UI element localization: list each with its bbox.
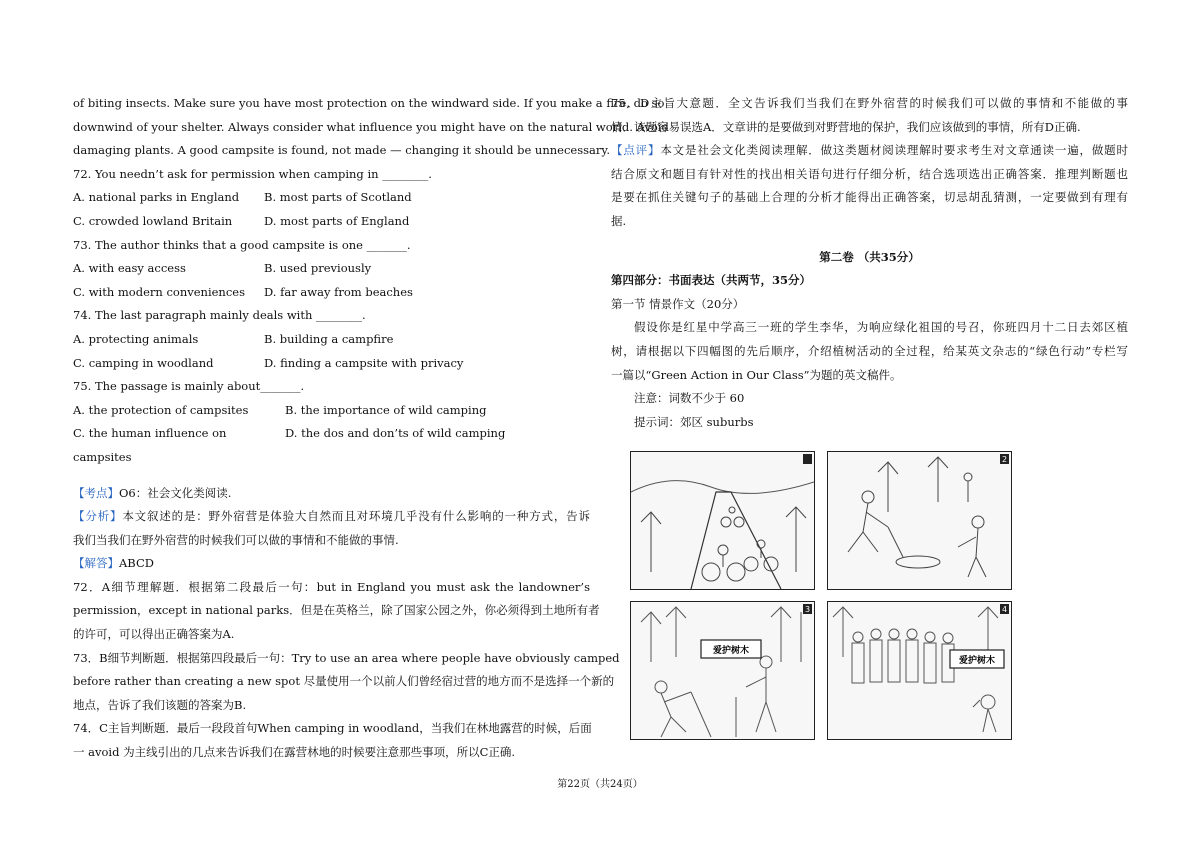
- option-row: [73, 399, 590, 423]
- option-row: [73, 257, 590, 281]
- option: B. building a campfire: [264, 331, 394, 346]
- option: D. most parts of England: [264, 213, 410, 228]
- section-title: 第二卷 （共35分）: [819, 249, 920, 264]
- dianping-line: 据.: [611, 213, 627, 228]
- cycling-illustration: [631, 452, 814, 589]
- option: B. most parts of Scotland: [264, 190, 412, 205]
- option-row: [73, 328, 590, 352]
- passage-line: damaging plants. A good campsite is found, not made — changing it should be unnecessary.: [73, 143, 610, 158]
- sign-text: 爱护树木: [958, 656, 996, 666]
- explanation-73-line: 73．B细节判断题．根据第四段最后一句：Try to use an area where people have obviously camped: [73, 650, 620, 665]
- option: A. national parks in England: [73, 190, 240, 205]
- option: C. the human influence on campsites: [73, 426, 227, 464]
- prompt-line: 树，请根据以下四幅图的先后顺序，介绍植树活动的全过程，给某英文杂志的“绿色行动”专栏写: [611, 343, 1128, 358]
- option: B. used previously: [264, 261, 372, 276]
- fenxi: [73, 505, 590, 529]
- explanation-72-line: 的许可，可以得出正确答案为A.: [73, 627, 235, 642]
- kaodian-text: O6：社会文化类阅读.: [119, 485, 232, 500]
- sub-title: 第一节 情景作文（20分）: [611, 296, 745, 311]
- sign-text: 爱护树木: [712, 646, 750, 656]
- explanation-73-line: before rather than creating a new spot 尽量使用一个以前人们曾经宿过营的地方而不是选择一个新的: [73, 674, 615, 689]
- explanation-73-line: 地点，告诉了我们该题的答案为B.: [73, 697, 247, 712]
- option: D. far away from beaches: [264, 284, 413, 299]
- explanation-72-line: permission，except in national parks．但是在英格兰，除了国家公园之外，你必须得到土地所有者: [73, 603, 600, 618]
- passage-line: of biting insects. Make sure you have most protection on the windward side. If you make a fire, do so: [73, 96, 665, 110]
- digging-illustration: [828, 452, 1011, 589]
- page-footer: 第22页（共24页）: [557, 779, 643, 790]
- picture-3: [630, 601, 815, 740]
- hint: 提示词：郊区 suburbs: [634, 414, 754, 429]
- picture-number: 4: [1002, 605, 1008, 614]
- explanation-75-line: 75．D主旨大意题．全文告诉我们当我们在野外宿营的时候我们可以做的事情和不能做的事: [611, 96, 1128, 110]
- passage-line: downwind of your shelter. Always consider what influence you might have on the natural world. Avoid: [73, 119, 669, 134]
- dianping-line: 是要在抓住关键句子的基础上合理的分析才能得出正确答案，切忌胡乱猜测，一定要做到有理有: [611, 190, 1128, 205]
- kaodian-tag: 【考点】: [73, 485, 119, 500]
- picture-4: [827, 601, 1012, 740]
- jieda-tag: 【解答】: [73, 556, 119, 571]
- question-stem: 75. The passage is mainly about_______.: [73, 379, 305, 394]
- explanation-74-line: 一 avoid 为主线引出的几点来告诉我们在露营林地的时候要注意那些事项，所以C正确.: [73, 745, 516, 760]
- part-title: 第四部分：书面表达（共两节，35分）: [611, 273, 812, 288]
- option: C. with modern conveniences: [73, 284, 245, 299]
- question-stem: 73. The author thinks that a good campsite is one _______.: [73, 237, 411, 252]
- group-photo-illustration: [828, 602, 1011, 739]
- fenxi-line: 我们当我们在野外宿营的时候我们可以做的事情和不能做的事情.: [73, 532, 399, 547]
- dianping: [611, 139, 1128, 163]
- option: A. the protection of campsites: [73, 402, 249, 417]
- prompt-line: 假设你是红星中学高三一班的学生李华，为响应绿化祖国的号召，你班四月十二日去郊区植: [634, 320, 1128, 335]
- option: D. the dos and don’ts of wild camping: [285, 426, 506, 441]
- option: D. finding a campsite with privacy: [264, 355, 464, 370]
- picture-number: 3: [805, 605, 811, 614]
- kaodian: [73, 482, 590, 506]
- picture-2: [827, 451, 1012, 590]
- right-column: [611, 92, 1128, 434]
- option-row: [73, 422, 590, 469]
- prompt-line: 一篇以“Green Action in Our Class”为题的英文稿件。: [611, 367, 902, 382]
- question-stem: 72. You needn’t ask for permission when camping in ________.: [73, 166, 432, 181]
- option: A. protecting animals: [73, 331, 199, 346]
- option-row: [73, 186, 590, 210]
- dianping-tag: 【点评】: [611, 143, 661, 158]
- question-stem: 74. The last paragraph mainly deals with ________.: [73, 308, 366, 323]
- fenxi-tag: 【分析】: [73, 509, 123, 524]
- option: A. with easy access: [73, 261, 186, 276]
- dianping-text: 本文是社会文化类阅读理解．做这类题材阅读理解时要求考生对文章通读一遍，做题时: [660, 143, 1129, 158]
- option: C. camping in woodland: [73, 355, 214, 370]
- picture-1: [630, 451, 815, 590]
- fenxi-text: 本文叙述的是：野外宿营是体验大自然而且对环境几乎没有什么影响的一种方式，告诉: [122, 509, 591, 524]
- dianping-line: 结合原文和题目有针对性的找出相关语句进行仔细分析，结合选项选出正确答案．推理判断题也: [611, 166, 1128, 181]
- jieda-text: ABCD: [119, 556, 154, 571]
- option: C. crowded lowland Britain: [73, 213, 233, 228]
- picture-number: 2: [1002, 455, 1008, 464]
- explanation-72-line: 72．A细节理解题．根据第二段最后一句：but in England you must ask the landowner’s: [73, 579, 590, 594]
- planting-illustration: [631, 602, 814, 739]
- picture-grid: [630, 451, 1014, 741]
- note: 注意：词数不少于 60: [634, 391, 745, 406]
- option-row: [73, 210, 590, 234]
- option-row: [73, 281, 590, 305]
- option-row: [73, 352, 590, 376]
- option: B. the importance of wild camping: [285, 402, 487, 417]
- jieda: [73, 552, 590, 576]
- explanation-74-line: 74．C主旨判断题．最后一段段首句When camping in woodland，当我们在林地露营的时候，后面: [73, 721, 592, 736]
- explanation-75-line: 情．该题容易误选A．文章讲的是要做到对野营地的保护，我们应该做到的事情，所有D正确.: [611, 119, 1081, 134]
